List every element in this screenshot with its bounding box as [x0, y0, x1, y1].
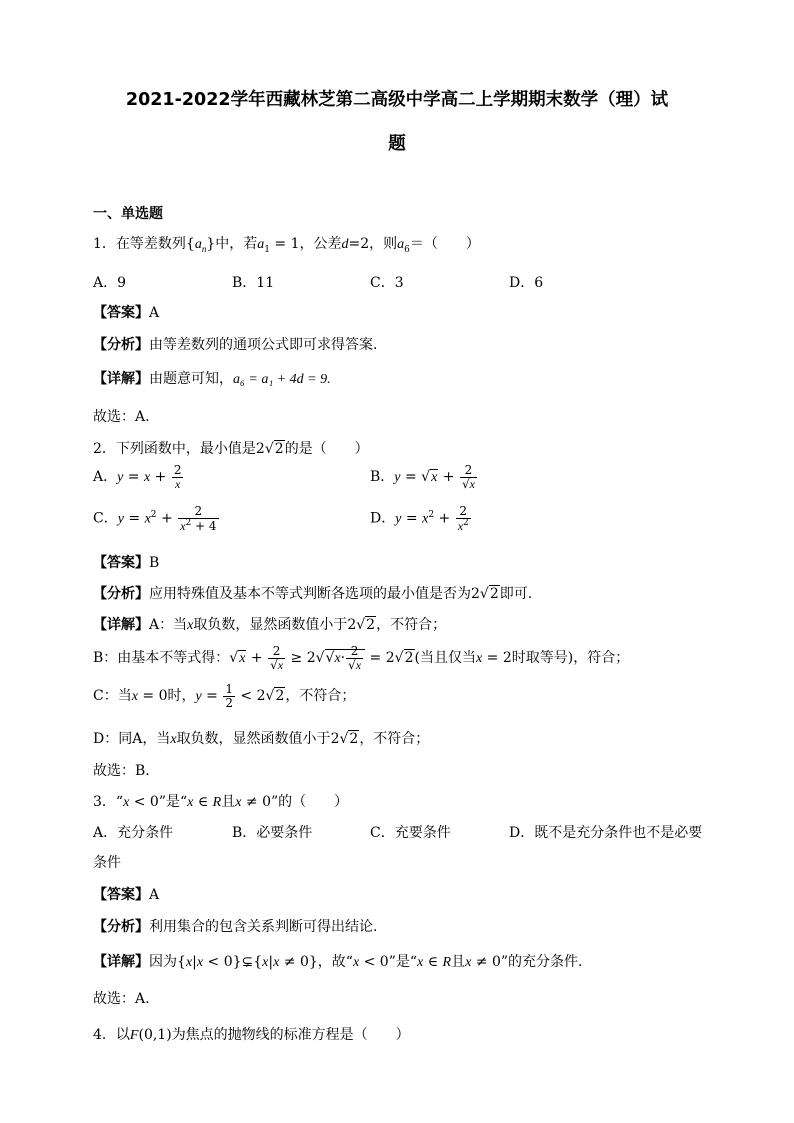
- q3-detail: 【详解】因为{x|x < 0}⊊{x|x ≠ 0}，故“x < 0”是“x ∈ R且x ≠ 0”的充分条件.: [93, 954, 583, 970]
- q1-option-a: A．9: [93, 275, 127, 291]
- q2-option-a: A．y = x + $\frac{2}{x}$: [93, 463, 182, 491]
- q2-detail-c: C：当x = 0时，y = $\frac{1}{2}$ < 2√2，不符合；: [93, 682, 356, 710]
- q2-detail-d: D：同A，当x取负数，显然函数值小于2√2，不符合；: [93, 731, 430, 747]
- q2-detail-b: B：由基本不等式得：√x + $\frac{2}{√x}$ ≥ 2√√x· $\frac{2}{√x}$ = 2√2(当且仅当x = 2时取等号)，符合；: [93, 644, 630, 672]
- q1-stem: 1．在等差数列$\{a_n\}$中，若$a_1 = 1$，公差d=2，则$a_6=$（ ）: [93, 236, 480, 255]
- q1-option-c: C．3: [370, 275, 404, 291]
- q2-option-d: D．$y = x^2$ + $\frac{2}{x^2}$: [370, 504, 469, 533]
- q2-answer: 【答案】B: [93, 555, 160, 571]
- section-heading: 一、单选题: [93, 206, 163, 222]
- q3-option-d: D．既不是充分条件也不是必要: [509, 825, 703, 841]
- paper-title-line2: 题: [388, 134, 406, 154]
- q1-answer: 【答案】A: [93, 305, 160, 321]
- q2-stem: 2．下列函数中，最小值是2√2的是（ ）: [93, 441, 369, 457]
- q3-analysis: 【分析】利用集合的包含关系判断可得出结论.: [93, 919, 378, 935]
- q1-option-d: D．6: [509, 275, 544, 291]
- q1-detail: 【详解】由题意可知，a₆ = a₁ + 4d = 9.: [93, 371, 331, 387]
- q3-stem: 3．“x < 0”是“x ∈ R且x ≠ 0”的（ ）: [93, 794, 349, 810]
- q4-stem: 4．以F(0,1)为焦点的抛物线的标准方程是（ ）: [93, 1027, 410, 1043]
- paper-title-line1: 2021-2022学年西藏林芝第二高级中学高二上学期期末数学（理）试: [125, 90, 669, 110]
- q3-option-a: A．充分条件: [93, 825, 174, 841]
- q2-option-c: C．$y = x^2$ + $\frac{2}{x^2 + 4}$: [93, 504, 217, 533]
- q3-choose: 故选：A.: [93, 991, 150, 1007]
- q1-analysis: 【分析】由等差数列的通项公式即可求得答案.: [93, 337, 378, 353]
- q3-answer: 【答案】A: [93, 887, 160, 903]
- q3-option-b: B．必要条件: [232, 825, 313, 841]
- q2-option-b: B．y = √x + $\frac{2}{√x}$: [370, 463, 475, 491]
- q3-option-d-cont: 条件: [93, 855, 121, 871]
- q1-option-b: B．11: [232, 275, 275, 291]
- q2-detail-a: 【详解】A：当x取负数，显然函数值小于2√2，不符合；: [93, 617, 447, 633]
- q2-choose: 故选：B.: [93, 763, 150, 779]
- q1-choose: 故选：A.: [93, 409, 150, 425]
- q2-analysis: 【分析】应用特殊值及基本不等式判断各选项的最小值是否为2√2即可.: [93, 586, 533, 602]
- q3-option-c: C．充要条件: [370, 825, 451, 841]
